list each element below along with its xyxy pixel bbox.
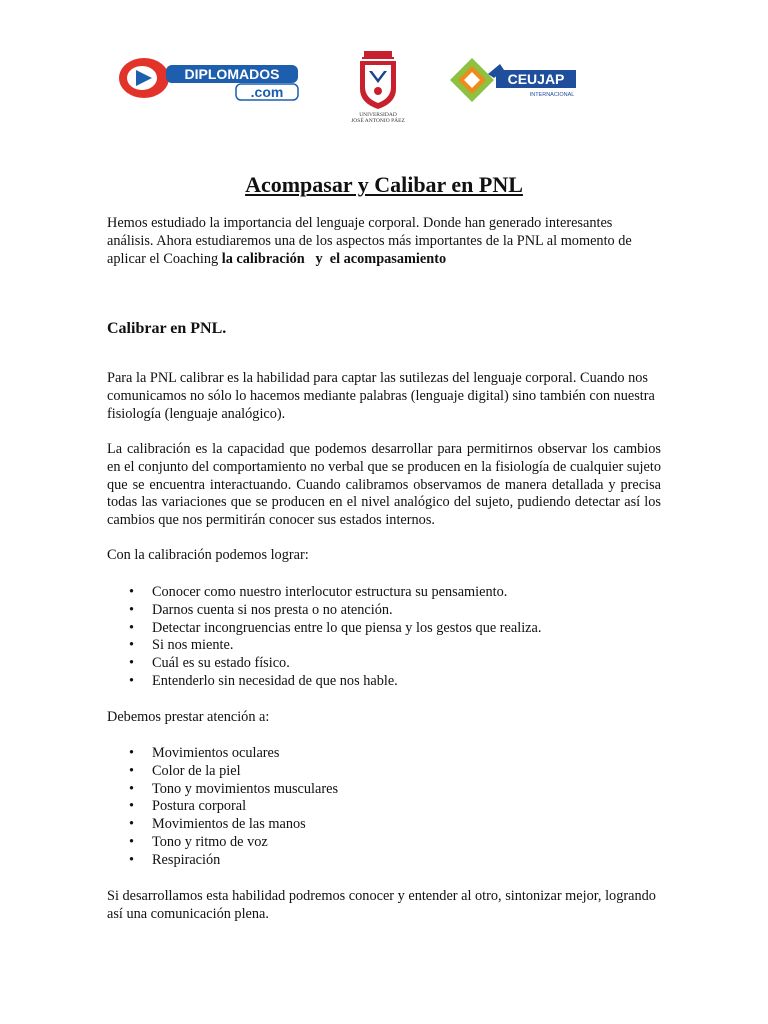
- list-item: • Si nos miente.: [107, 637, 661, 655]
- list-item: • Cuál es su estado físico.: [107, 655, 661, 673]
- intro-join: y: [304, 250, 330, 267]
- list-item: • Movimientos de las manos: [107, 816, 661, 834]
- paragraph-3: Con la calibración podemos lograr:: [107, 547, 309, 563]
- ceujap-logo: [448, 56, 578, 108]
- ceujap-logo-text: CEUJAP: [507, 71, 565, 87]
- list-item: • Postura corporal: [107, 798, 661, 816]
- university-logo-line1: UNIVERSIDAD: [359, 112, 397, 118]
- list-item: • Detectar incongruencias entre lo que piensa y los gestos que realiza.: [107, 620, 661, 638]
- bullet-list-2: [107, 745, 661, 870]
- list-item: • Entenderlo sin necesidad de que nos hable.: [107, 673, 661, 691]
- list-item: • Tono y ritmo de voz: [107, 834, 661, 852]
- diplomados-logo-text: DIPLOMADOS: [184, 66, 280, 82]
- section-heading: Calibrar en PNL.: [107, 320, 227, 337]
- university-logo-line2: JOSÉ ANTONIO PÁEZ: [351, 118, 405, 123]
- intro-paragraph: [107, 215, 661, 268]
- list-item: • Conocer como nuestro interlocutor estructura su pensamiento.: [107, 584, 661, 602]
- intro-text: Hemos estudiado la importancia del lenguaje corporal. Donde han generado interesantes análisis. Ahora estudiaremos una de los aspectos más importantes de la PNL al momento de aplicar el Coaching: [107, 215, 632, 267]
- list-item: • Darnos cuenta si nos presta o no atención.: [107, 602, 661, 620]
- paragraph-5: Si desarrollamos esta habilidad podremos conocer y entender al otro, sintonizar mejor, logrando así una comunicación plena.: [107, 888, 656, 922]
- intro-bold-calibracion: la calibración: [221, 250, 305, 267]
- ceujap-logo-sub: INTERNACIONAL: [529, 92, 575, 98]
- university-logo: [340, 49, 416, 123]
- intro-bold-acompasamiento: el acompasamiento: [329, 250, 447, 267]
- diplomados-logo: [118, 56, 300, 102]
- list-item: • Respiración: [107, 852, 661, 870]
- paragraph-1: Para la PNL calibrar es la habilidad para captar las sutilezas del lenguaje corporal. Cuando nos comunicamos no sólo lo hacemos mediante palabras (lenguaje digital) sino también con nuestra fisiología (lenguaje analógico).: [107, 370, 655, 422]
- list-item: • Movimientos oculares: [107, 745, 661, 763]
- document-title: Acompasar y Calibar en PNL: [245, 172, 523, 197]
- bullet-list-1: [107, 584, 661, 691]
- list-item: • Tono y movimientos musculares: [107, 781, 661, 799]
- paragraph-2: La calibración es la capacidad que podemos desarrollar para permitirnos observar los cambios en el conjunto del comportamiento no verbal que se producen en la fisiología de cualquier sujeto que se encuentra interactuando. Cuando calibramos observamos de manera detallada y precisa todas las variaciones que se producen en el nivel analógico del sujeto, pudiendo detectar así los cambios que nos permitirán conocer sus estados internos.: [107, 441, 661, 529]
- diplomados-logo-sub: .com: [250, 84, 284, 100]
- header-logos: [0, 44, 768, 124]
- paragraph-4: Debemos prestar atención a:: [107, 709, 270, 725]
- list-item: • Color de la piel: [107, 763, 661, 781]
